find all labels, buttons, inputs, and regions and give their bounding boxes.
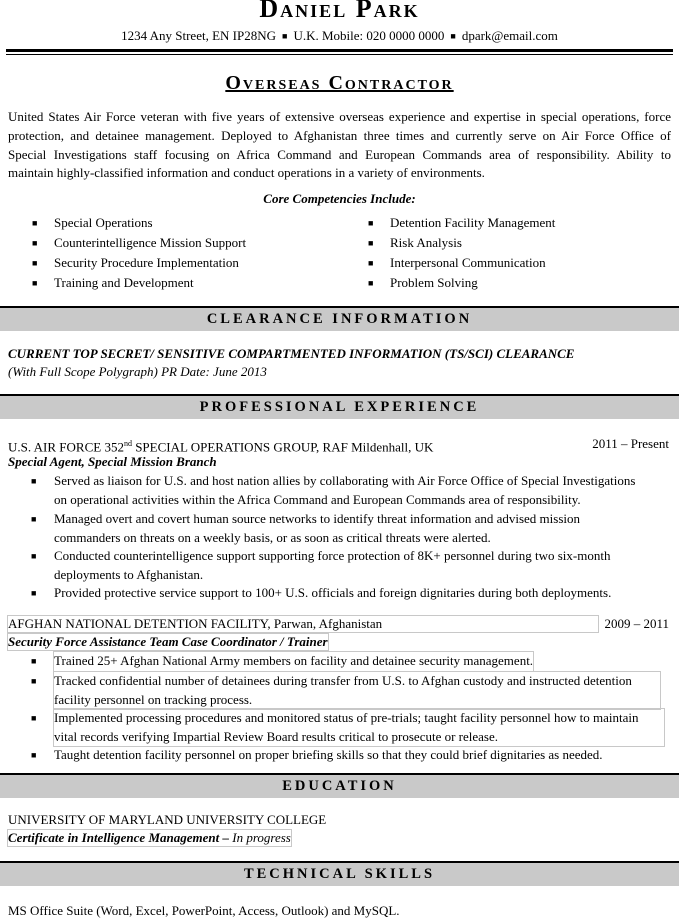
separator-square: ■ <box>450 31 456 41</box>
job-bullet: ■ Taught detention facility personnel on proper briefing skills so that they could brief dignitaries as needed. <box>54 746 674 765</box>
summary-line: protection, and detainee management. Deployed to Afghanistan three times and currently serve on Air Force Office of <box>8 128 671 143</box>
competency-item: ■ Problem Solving <box>390 273 478 293</box>
bullet-square: ■ <box>368 218 374 228</box>
header-rule-thin <box>6 54 673 55</box>
job-title: Special Agent, Special Mission Branch <box>8 454 217 469</box>
bullet-square: ■ <box>32 238 38 248</box>
bullet-square: ■ <box>31 750 37 760</box>
job-bullet: ■ Provided protective service support to 100+ U.S. officials and foreign dignitaries during both deployments. <box>54 584 674 603</box>
bullet-square: ■ <box>31 676 37 686</box>
header-rule <box>6 49 673 52</box>
bullet-square: ■ <box>32 278 38 288</box>
bullet-square: ■ <box>32 258 38 268</box>
job-bullet: ■ Tracked confidential number of detainees during transfer from U.S. to Afghan custody and instructed detention facility personnel on tracking process. <box>54 672 660 709</box>
competency-item: ■ Risk Analysis <box>390 233 462 253</box>
section-technical-skills: TECHNICAL SKILLS <box>0 861 679 886</box>
bullet-square: ■ <box>31 551 37 561</box>
job-dates: 2011 – Present <box>592 436 669 451</box>
bullet-square: ■ <box>31 588 37 598</box>
separator-square: ■ <box>282 31 288 41</box>
skills-text: MS Office Suite (Word, Excel, PowerPoint, Access, Outlook) and MySQL. <box>8 903 400 918</box>
bullet-square: ■ <box>32 218 38 228</box>
bullet-square: ■ <box>31 713 37 723</box>
competency-item: ■ Detention Facility Management <box>390 213 555 233</box>
summary-line: Special Investigations staff focusing on Africa Command and European Commands area of responsibility. Ability to <box>8 147 671 162</box>
contact-line <box>0 28 679 45</box>
section-experience: PROFESSIONAL EXPERIENCE <box>0 394 679 419</box>
bullet-square: ■ <box>31 476 37 486</box>
competencies-heading: Core Competencies Include: <box>263 191 416 206</box>
employer: U.S. AIR FORCE 352nd SPECIAL OPERATIONS GROUP, RAF Mildenhall, UK <box>8 439 434 455</box>
job-bullet: ■ Served as liaison for U.S. and host nation allies by collaborating with Air Force Office of Special Investigations on operational activities within the Africa Command and European Commands area of responsibility. <box>31 473 636 507</box>
bullet-square: ■ <box>368 278 374 288</box>
bullet-square: ■ <box>368 238 374 248</box>
section-education: EDUCATION <box>0 773 679 798</box>
bullet-square: ■ <box>368 258 374 268</box>
email: dpark@email.com <box>461 28 558 43</box>
bullet-square: ■ <box>31 514 37 524</box>
job-bullet: ■ Managed overt and covert human source networks to identify threat information and advised mission commanders on threats on a weekly basis, or as soon as critical threats were alerted. <box>31 511 580 545</box>
summary-line: maintain highly-classified information and conduct operations in a variety of environments. <box>8 165 485 180</box>
competency-item: ■ Special Operations <box>54 213 153 233</box>
mobile: U.K. Mobile: 020 0000 0000 <box>293 28 445 43</box>
section-clearance: CLEARANCE INFORMATION <box>0 306 679 331</box>
candidate-name: Daniel Park <box>259 0 420 23</box>
clearance-details: (With Full Scope Polygraph) PR Date: June 2013 <box>8 364 267 379</box>
competency-item: ■ Counterintelligence Mission Support <box>54 233 246 253</box>
competency-item: ■ Security Procedure Implementation <box>54 253 239 273</box>
job-bullet: ■ Conducted counterintelligence support supporting force protection of 8K+ personnel during two six-month deployments to Afghanistan. <box>31 548 611 582</box>
bullet-square: ■ <box>31 656 37 666</box>
address: 1234 Any Street, EN IP28NG <box>121 28 276 43</box>
summary-line: United States Air Force veteran with five years of extensive overseas experience and expertise in special operations, force <box>8 109 671 124</box>
headline: Overseas Contractor <box>225 72 454 94</box>
job-dates: 2009 – 2011 <box>604 616 669 631</box>
employer: AFGHAN NATIONAL DETENTION FACILITY, Parwan, Afghanistan <box>8 616 598 632</box>
job-title: Security Force Assistance Team Case Coordinator / Trainer <box>8 634 328 649</box>
certificate-status: In progress <box>229 830 291 845</box>
competency-item: ■ Training and Development <box>54 273 194 293</box>
certificate: Certificate in Intelligence Management – In progress <box>8 830 291 845</box>
school-name: UNIVERSITY OF MARYLAND UNIVERSITY COLLEGE <box>8 812 327 827</box>
competency-item: ■ Interpersonal Communication <box>390 253 546 273</box>
job-bullet: ■ Trained 25+ Afghan National Army members on facility and detainee security management. <box>54 652 664 671</box>
clearance-level: CURRENT TOP SECRET/ SENSITIVE COMPARTMENTED INFORMATION (TS/SCI) CLEARANCE <box>8 346 575 361</box>
job-bullet: ■ Implemented processing procedures and monitored status of pre-trials; taught facility personnel how to maintain vital records verifying Impartial Review Board results critical to prosecute or release. <box>54 709 664 746</box>
